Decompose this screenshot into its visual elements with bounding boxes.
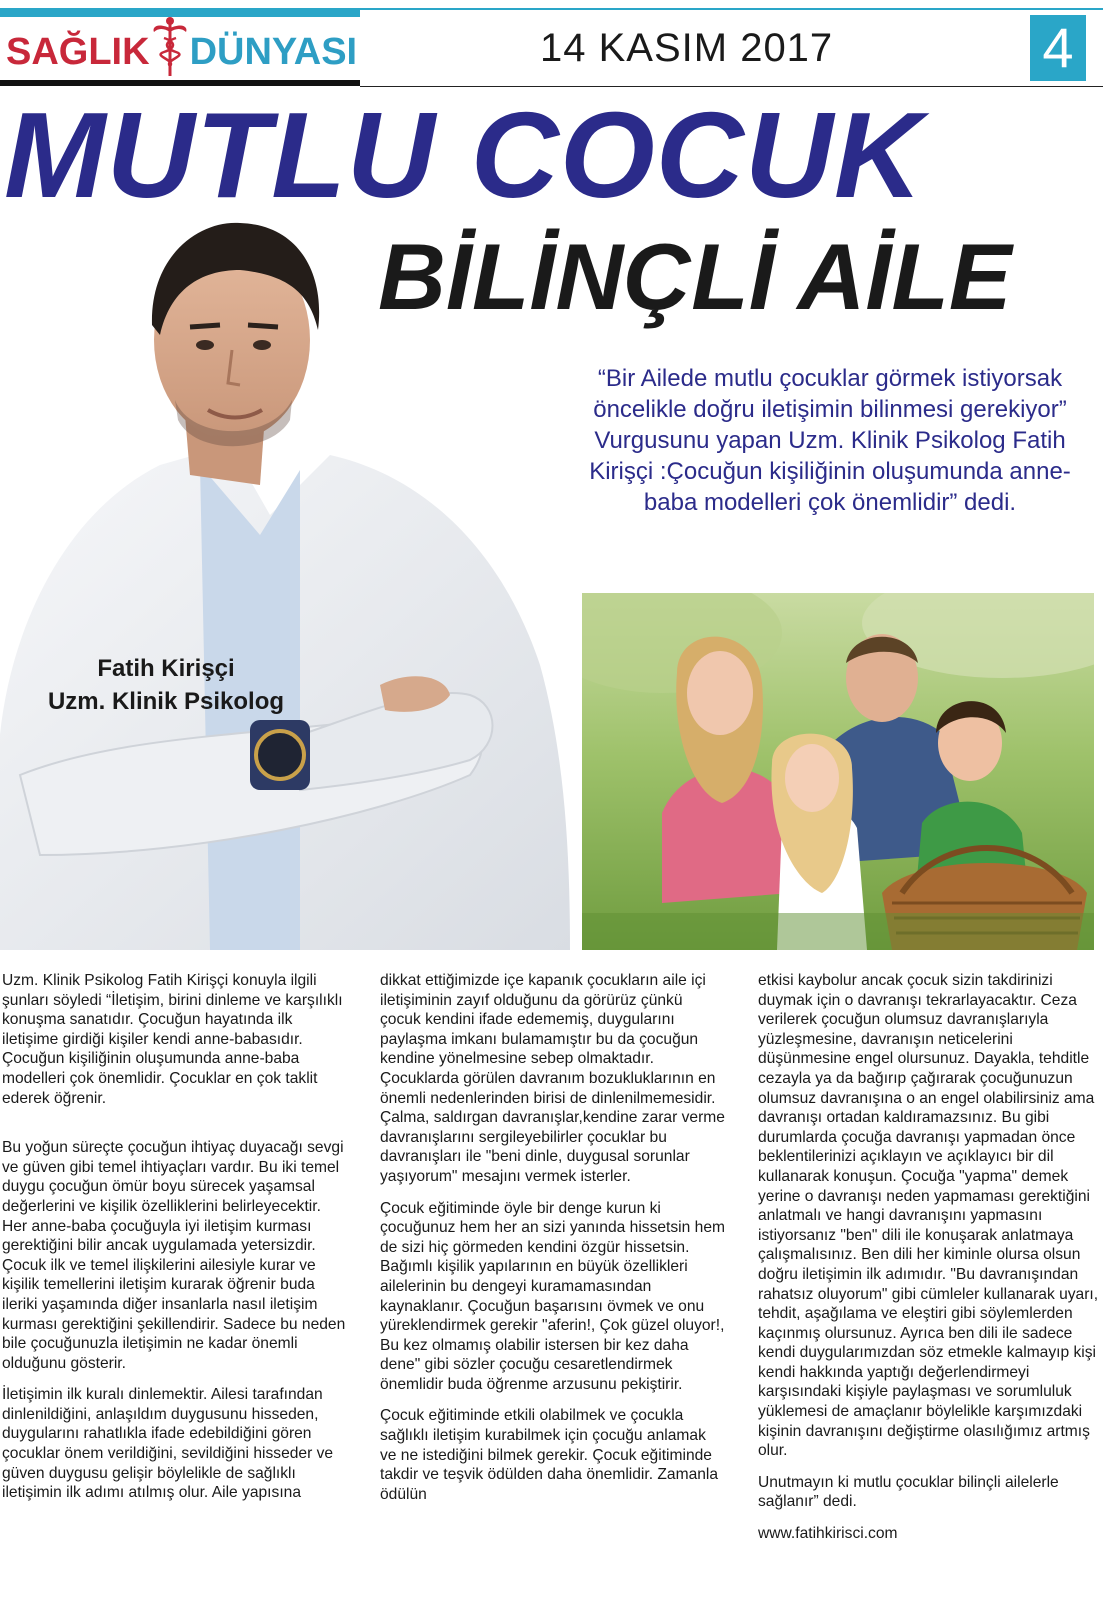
article-paragraph: Çocuk eğitiminde etkili olabilmek ve çocukla sağlıklı iletişim kurabilmek için çocuğu anlamak ve ne istediğini bilmek gerekir. Çocuk eğitiminde takdir ve teşvik ödülden daha önemlidir. Zamanla ödülün bbox=[380, 1407, 719, 1503]
article-paragraph: Çocuk eğitiminde öyle bir denge kurun ki çocuğunuz hem her an sizi yanında hissetsin hem de sizi hiç görmeden kendini özgür hissetsin. Bağımlı kişilik yapılarının en büyük özellikleri ailelerinin bu dengeyi kuramamasından kaynaklanır. Çocuğun başarısını övmek ve onu yüreklendirmek gerekir "aferin!, Çok güzel oluyor!, Bu kez olmamış olabilir istersen bir kez daha dene" gibi sözler çocuğu cesaretlendirmek önemlidir buda öğrenme arzusunu pekiştirir. bbox=[380, 1199, 725, 1393]
logo-word-right: DÜNYASI bbox=[189, 31, 358, 73]
issue-date: 14 KASIM 2017 bbox=[540, 26, 834, 70]
pull-quote: “Bir Ailede mutlu çocuklar görmek istiyorsak öncelikle doğru iletişimin bilinmesi gerekiyor” Vurgusunu yapan Uzm. Klinik Psikolog Fatih Kirişçi :Çocuğun kişiliğinin oluşumunda anne-baba modelleri çok önemlidir” dedi. bbox=[589, 365, 1071, 516]
author-caption bbox=[6, 652, 326, 718]
caduceus-icon bbox=[150, 16, 190, 78]
article-column-1 bbox=[2, 971, 347, 1515]
article-column-2 bbox=[380, 971, 725, 1516]
publication-logo bbox=[6, 27, 357, 77]
article-paragraph: Bu yoğun süreçte çocuğun ihtiyaç duyacağı sevgi ve güven gibi temel ihtiyaçları vardır. Bu iki temel duygu çocuğun ömür boyu sürecek yaşamsal değerlerini ve kişilik özelliklerini belirleyecektir. Her anne-baba çocuğuyla iyi iletişim kurması gerektiğini bilir ancak uygulamada yetersizdir. Çocuk ilk ve temel ilişkilerini ailesiyle kurar ve kişilik temellerini iletişim kurarak öğrenir buda ileriki yaşamında diğer insanlarla nasıl iletişim kurması gerektiğini şekillendirir. Sadece bu neden bile çocuğunuzla iletişimin ne kadar önemli olduğunu gösterir. bbox=[2, 1139, 346, 1372]
article-paragraph: İletişimin ilk kuralı dinlemektir. Ailesi tarafından dinlenildiğini, anlaşıldım duygusunu hisseden, duygularını rahatlıkla ifade edebildiğini gören çocuklar önem verildiğini, sevildiğini hisseder ve güven duygusu gelişir böylelikle de sağlıklı iletişimin ilk adımı atılmış olur. Aile yapısına bbox=[2, 1386, 334, 1502]
family-photo bbox=[582, 593, 1094, 950]
headline-line-1: MUTLU COCUK bbox=[4, 87, 924, 223]
masthead-rule bbox=[360, 8, 1103, 10]
article-paragraph: Uzm. Klinik Psikolog Fatih Kirişçi konuyla ilgili şunları söyledi “İletişim, birini dinleme ve karşılıklı konuşma sanatıdır. Çocuğun hayatında ilk iletişime girdiği kişiler kendi anne-babasıdır. Çocuğun kişiliğinin oluşumunda anne-baba modelleri çok önemlidir. Çocuklar en çok taklit ederek öğrenir. bbox=[2, 972, 343, 1107]
masthead-bottom-rule bbox=[0, 80, 360, 86]
article-column-3 bbox=[758, 971, 1101, 1556]
author-name: Fatih Kirişçi bbox=[97, 655, 235, 682]
headline-line-2: BİLİNÇLİ AİLE bbox=[378, 224, 1012, 329]
page-number: 4 bbox=[1030, 15, 1086, 81]
article-paragraph: etkisi kaybolur ancak çocuk sizin takdirinizi duymak için o davranışı tekrarlayacaktır. Ceza verilerek çocuğun olumsuz davranışlarıyla yüzleşmesine, davranışın neticelerini düşünmesine engel olursunuz. Dayakla, tehditle cezayla ya da bağırıp çağırarak çocuğunuzun olumsuz davranışına o an engel olabilirsiniz ama davranışı ortadan kaldıramazsınız. Bu gibi durumlarda çocuğa davranışı yapmadan önce beklentilerinizi açıklayın ve açıklayıcı bir dil kullanarak konuşun. Çocuğa "yapma" demek yerine o davranışı neden yapmaması gerektiğini anlatmalı ve hangi davranışını yapmasını istiyorsanız "ben" dili ile konuşarak anlatmaya çalışmalısınız. Ben dili her kiminle olursa olsun doğru iletişimin ilk adımıdır. "Bu davranışından rahatsız oluyorum" gibi cümleler kullanarak uyarı, tehdit, aşağılama ve eleştiri gibi söylemlerden kaçınmış olursunuz. Ayrıca ben dili ile sadece kendi duygularımızdan söz etmekle kalmayıp kişi kendi hakkında yaptığı değerlendirmeyi karşısındaki kişiyle paylaşması ve sorumluluk yüklemesi de amaçlanır böylelikle karşımızdaki kişinin davranışını değiştirme olasılığımız artmış olur. bbox=[758, 972, 1099, 1460]
logo-word-left: SAĞLIK bbox=[6, 31, 150, 73]
article-paragraph: dikkat ettiğimizde içe kapanık çocukların aile içi iletişiminin zayıf olduğunu da görürüz çünkü çocuk kendini ifade edememiş, duygularını paylaşma imkanı bulamamıştır bu da çocuğun kendine yönelmesine sebep olmaktadır. Çocuklarda görülen davranım bozukluklarının en önemli nedenlerinden birisi de dinlenilmemesidir. Çalma, saldırgan davranışlar,kendine zarar verme davranışlarını sergileyebilirler çocuklar bu davranışları ile "beni dinle, duygusal sorunlar yaşıyorum" mesajını vermek isterler. bbox=[380, 972, 725, 1185]
author-title: Uzm. Klinik Psikolog bbox=[47, 688, 285, 715]
author-website-link[interactable]: www.fatihkirisci.com bbox=[758, 1525, 898, 1543]
article-closing-quote: Unutmayın ki mutlu çocuklar bilinçli ailelerle sağlanır” dedi. bbox=[758, 1473, 1059, 1511]
